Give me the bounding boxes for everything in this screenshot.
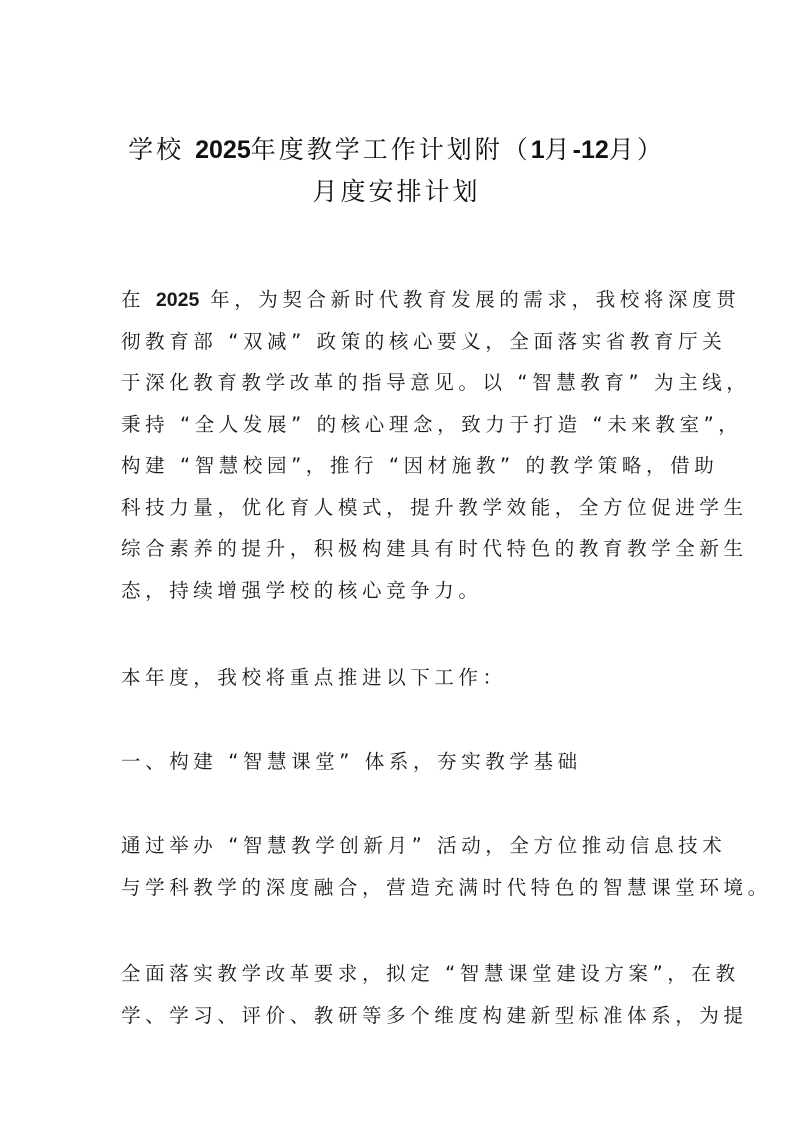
- intro-line-1-pre: 在: [121, 288, 156, 311]
- intro-year: 2025: [155, 289, 200, 311]
- section-1-heading: [121, 741, 674, 783]
- intro-line-7: 综合素养的提升，积极构建具有时代特色的教育教学全新生: [121, 537, 748, 560]
- intro-line-3: 于深化教育教学改革的指导意见。以 “智慧教育” 为主线，: [121, 371, 751, 394]
- intro-line-1-post: 年，为契合新时代教育发展的需求，我校将深度贯: [199, 288, 741, 311]
- focus-intro: [121, 657, 674, 699]
- focus-intro-text: 本年度，我校将重点推进以下工作：: [121, 666, 507, 689]
- title-year: 2025: [195, 136, 251, 164]
- intro-line-4: 秉持 “全人发展” 的核心理念，致力于打造 “未来教室”，: [121, 412, 743, 436]
- intro-line-6: 科技力量，优化育人模式，提升教学效能，全方位促进学生: [121, 495, 748, 519]
- document-title-line-2: 月度安排计划: [312, 177, 481, 206]
- intro-line-5: 构建 “智慧校园”，推行 “因材施教” 的教学策略，借助: [121, 454, 719, 477]
- section-1-p1-line-2: 与学科教学的深度融合，营造充满时代特色的智慧课堂环境。: [121, 875, 772, 899]
- title-month-word-1: 月: [544, 135, 573, 164]
- section-1-p2-line-2: 学、学习、评价、教研等多个维度构建新型标准体系，为提: [121, 1003, 748, 1027]
- section-1-p2-line-1: 全面落实教学改革要求，拟定 “智慧课堂建设方案”，在教: [121, 962, 740, 985]
- title-month-start: 1: [530, 136, 545, 164]
- document-title-line-1: [0, 129, 793, 171]
- title-prefix: 学校: [128, 135, 196, 164]
- section-1-paragraph-2: [121, 953, 748, 1036]
- intro-line-1: [121, 279, 741, 321]
- intro-paragraph: [121, 279, 751, 611]
- intro-line-8: 态，持续增强学校的核心竞争力。: [121, 578, 483, 602]
- section-1-paragraph-1: [121, 825, 772, 908]
- section-1-p1-line-1: 通过举办 “智慧教学创新月” 活动，全方位推动信息技术: [121, 834, 727, 857]
- title-middle: 年度教学工作计划附（: [250, 135, 531, 164]
- title-range: -12: [572, 136, 609, 164]
- intro-line-2: 彻教育部 “双减” 政策的核心要义，全面落实省教育厅关: [121, 329, 727, 353]
- section-1-heading-text: 一、构建 “智慧课堂” 体系，夯实教学基础: [121, 750, 582, 773]
- title-month-word-2: 月）: [608, 135, 665, 164]
